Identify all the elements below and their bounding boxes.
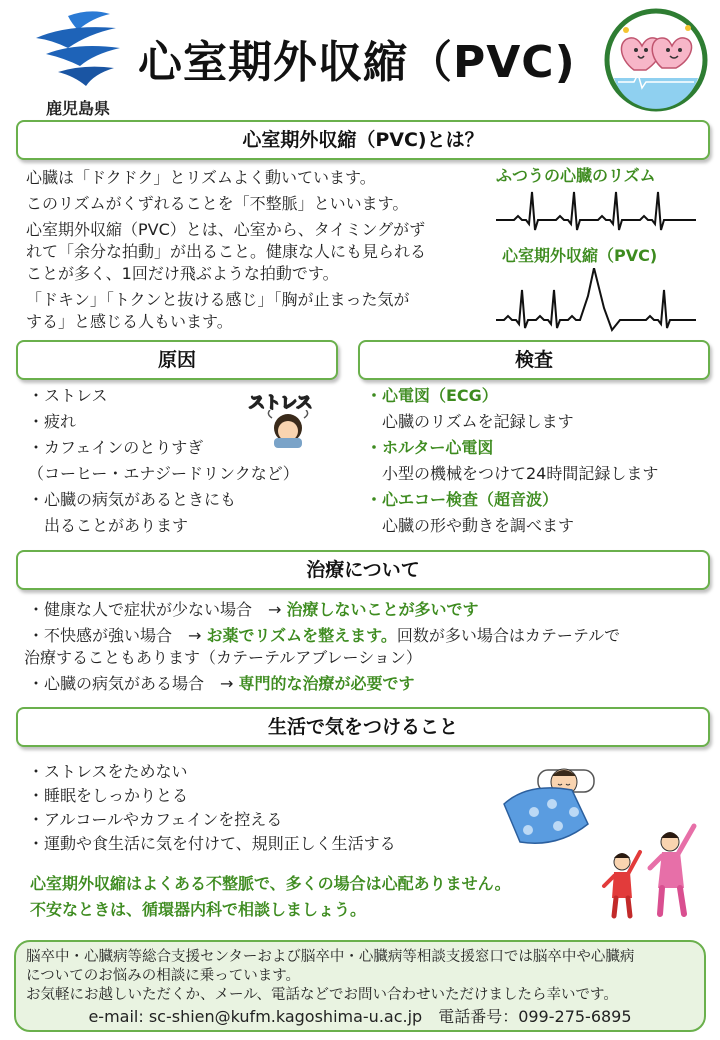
cause-item-2: ・疲れ: [28, 412, 77, 431]
treatment-row-3-result: 専門的な治療が必要です: [238, 674, 415, 693]
treatment-row-2-cont: 治療することもあります（カテーテルアブレーション）: [24, 648, 422, 667]
ecg-pvc-label: 心室期外収縮（PVC): [502, 246, 658, 265]
treatment-row-1-condition: ・健康な人で症状が少ない場合 →: [28, 600, 287, 619]
intro-line-5: ことが多く、1回だけ飛ぶような拍動です。: [26, 264, 339, 283]
intro-heading-text: 心室期外収縮（PVC)とは？: [242, 129, 484, 151]
treatment-row-2-extra: 回数が多い場合はカテーテルで: [396, 626, 621, 645]
treatment-row-2-result: お薬でリズムを整えます。: [206, 626, 397, 645]
lifestyle-item-3: ・アルコールやカフェインを控える: [28, 810, 283, 829]
cause-item-4: （コーヒー・エナジードリンクなど）: [28, 464, 299, 483]
prefecture-logo: [28, 8, 128, 118]
exercising-family-icon: [594, 820, 704, 920]
stress-illustration: [248, 388, 328, 448]
intro-line-3: 心室期外収縮（PVC）とは、心室から、タイミングがず: [26, 220, 426, 239]
ecg-normal-wave-icon: [496, 190, 696, 236]
treatment-row-3-condition: ・心臓の病気がある場合 →: [28, 674, 239, 693]
treatment-row-1-result: 治療しないことが多いです: [286, 600, 479, 619]
footer-line-2: についてのお悩みの相談に乗っています。: [26, 968, 301, 984]
reassurance-message: 心室期外収縮はよくある不整脈で、多くの場合は心配ありません。: [30, 874, 511, 893]
intro-line-2: このリズムがくずれることを「不整脈」といいます。: [26, 194, 409, 213]
test-3-name: ・心エコー検査（超音波）: [366, 490, 559, 509]
cause-item-5: ・心臓の病気があるときにも: [28, 490, 237, 509]
test-1-desc: 心臓のリズムを記録します: [382, 412, 574, 431]
ecg-normal-label: ふつうの心臓のリズム: [496, 166, 656, 185]
treatment-heading-text: 治療について: [306, 559, 420, 581]
intro-line-4: れて「余分な拍動」が出ること。健康な人にも見られる: [26, 242, 427, 261]
test-3-desc: 心臓の形や動きを調べます: [382, 516, 575, 535]
lifestyle-item-2: ・睡眠をしっかりとる: [28, 786, 189, 805]
intro-line-7: する」と感じる人もいます。: [26, 312, 233, 331]
test-2-desc: 小型の機械をつけて24時間記録します: [382, 464, 659, 483]
happy-heart-icon: [604, 8, 708, 112]
support-center-footer: [14, 940, 706, 1032]
causes-heading-text: 原因: [157, 349, 196, 371]
treatment-row-1: [28, 598, 479, 622]
lifestyle-heading: [16, 707, 710, 747]
stressed-person-icon: [248, 410, 328, 448]
stress-label: ストレス: [248, 393, 312, 413]
kagoshima-logo-icon: [28, 8, 128, 90]
page-title: 心室期外収縮（PVC): [138, 37, 576, 88]
cause-item-3: ・カフェインのとりすぎ: [28, 438, 204, 457]
footer-contact[interactable]: e-mail: sc-shien@kufm.kagoshima-u.ac.jp 電話番号：099-275-6895: [88, 1007, 632, 1026]
lifestyle-item-4: ・運動や食生活に気を付けて、規則正しく生活する: [28, 834, 396, 853]
footer-line-3: お気軽にお越しいただくか、メール、電話などでお問い合わせいただけましたら幸いです。: [26, 987, 618, 1003]
treatment-heading: [16, 550, 710, 590]
causes-heading: [16, 340, 338, 380]
intro-line-6: 「ドキン」「トクンと抜ける感じ」「胸が止まった気が: [26, 290, 410, 309]
lifestyle-item-1: ・ストレスをためない: [28, 762, 188, 781]
heart-illustration: [604, 8, 708, 112]
intro-heading: [16, 120, 710, 160]
tests-heading-text: 検査: [514, 349, 553, 371]
lifestyle-heading-text: 生活で気をつけること: [267, 716, 458, 738]
cause-item-6: 出ることがあります: [28, 516, 189, 535]
footer-line-1: 脳卒中・心臓病等総合支援センターおよび脳卒中・心臓病等相談支援窓口では脳卒中や心臓病: [26, 949, 635, 965]
sleeping-person-icon: [498, 764, 598, 846]
ecg-pvc-wave-icon: [496, 268, 696, 334]
test-1-name: ・心電図（ECG）: [366, 386, 498, 405]
test-2-name: ・ホルター心電図: [366, 438, 494, 457]
cause-item-1: ・ストレス: [28, 386, 108, 405]
treatment-row-2: [28, 624, 620, 648]
intro-line-1: 心臓は「ドクドク」とリズムよく動いています。: [26, 168, 376, 187]
treatment-row-2-condition: ・不快感が強い場合 →: [28, 626, 207, 645]
consult-message: 不安なときは、循環器内科で相談しましょう。: [30, 900, 367, 919]
tests-heading: [358, 340, 710, 380]
prefecture-name: 鹿児島県: [45, 99, 110, 118]
treatment-row-3: [28, 672, 415, 696]
